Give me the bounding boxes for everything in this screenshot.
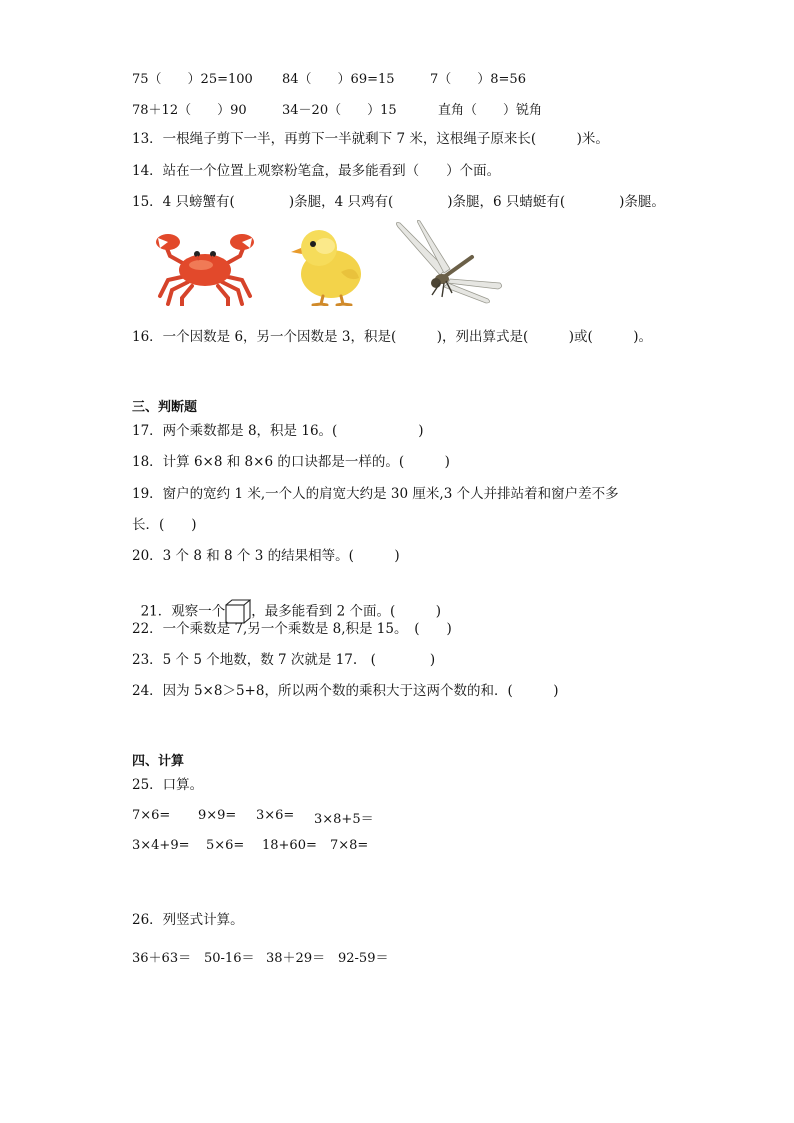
- compare-item: 78＋12（ ）90: [132, 103, 247, 118]
- oral-row-2: [132, 838, 369, 913]
- vertical-item: 38＋29＝: [266, 951, 326, 966]
- oral-item: 3×6=: [256, 808, 295, 823]
- oral-item: 5×6=: [206, 838, 245, 853]
- section-4-title: 四、计算: [132, 754, 185, 769]
- question-17: 17．两个乘数都是 8，积是 16。( ): [132, 423, 424, 439]
- question-21: [132, 581, 441, 625]
- question-22: 22．一个乘数是 7,另一个乘数是 8,积是 15。 ( ): [132, 621, 452, 637]
- question-15: 15．4 只螃蟹有( )条腿，4 只鸡有( )条腿，6 只蜻蜓有( )条腿。: [132, 194, 665, 210]
- question-25: 25．口算。: [132, 777, 204, 793]
- question-13: 13．一根绳子剪下一半，再剪下一半就剩下 7 米，这根绳子原来长( )米。: [132, 131, 609, 147]
- dragonfly-icon: [388, 219, 506, 307]
- question-21-suffix: ，最多能看到 2 个面。( ): [251, 603, 441, 620]
- oral-item: 7×8=: [330, 838, 369, 853]
- chick-icon: [285, 224, 371, 306]
- vertical-item: 36＋63＝: [132, 951, 192, 966]
- question-16: 16．一个因数是 6，另一个因数是 3，积是( )，列出算式是( )或( )。: [132, 329, 653, 345]
- compare-item: 84（ ）69=15: [282, 72, 395, 87]
- question-21-prefix: 21．观察一个: [140, 603, 226, 620]
- oral-item: 18+60=: [262, 838, 317, 853]
- compare-item: 直角（ ）锐角: [438, 103, 543, 118]
- question-26: 26．列竖式计算。: [132, 912, 244, 928]
- vertical-calc-row: [132, 947, 389, 1022]
- compare-item: 75（ ）25=100: [132, 72, 253, 87]
- section-3-title: 三、判断题: [132, 400, 198, 415]
- vertical-item: 50-16＝: [204, 951, 255, 966]
- vertical-item: 92-59＝: [338, 951, 389, 966]
- question-19-line-1: 19．窗户的宽约 1 米,一个人的肩宽大约是 30 厘米,3 个人并排站着和窗户差不多: [132, 486, 619, 502]
- oral-item: 9×9=: [198, 808, 237, 823]
- compare-item: 34－20（ ）15: [282, 103, 397, 118]
- question-23: 23．5 个 5 个地数，数 7 次就是 17. ( ): [132, 652, 436, 668]
- crab-icon: [146, 228, 264, 306]
- question-18: 18．计算 6×8 和 8×6 的口诀都是一样的。( ): [132, 454, 450, 470]
- question-14: 14．站在一个位置上观察粉笔盒，最多能看到（ ）个面。: [132, 163, 501, 179]
- question-19-line-2: 长．( ): [132, 517, 197, 533]
- question-20: 20．3 个 8 和 8 个 3 的结果相等。( ): [132, 548, 400, 564]
- question-24: 24．因为 5×8＞5+8，所以两个数的乘积大于这两个数的和．( ): [132, 683, 559, 699]
- compare-item: 7（ ）8=56: [430, 72, 526, 87]
- oral-item: 3×4+9=: [132, 838, 190, 853]
- oral-item: 3×8+5＝: [314, 812, 374, 827]
- oral-item: 7×6=: [132, 808, 171, 823]
